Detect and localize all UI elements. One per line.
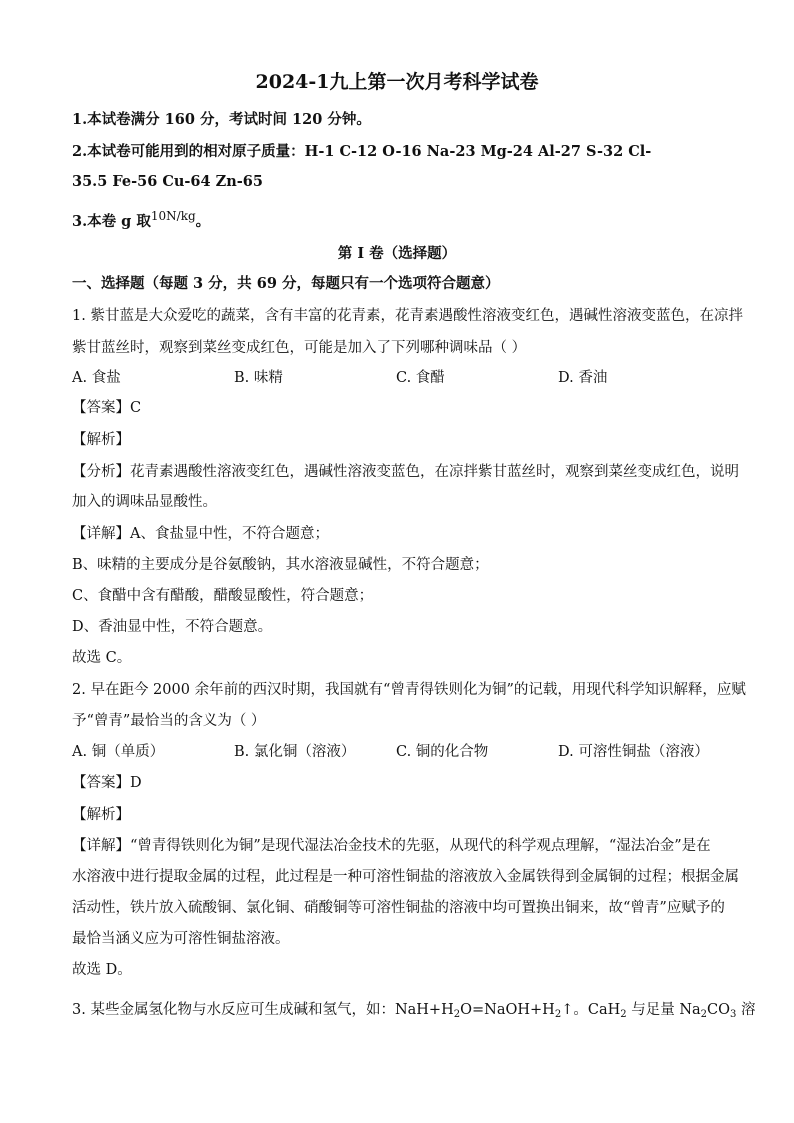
q2-selection: 故选 D。 [72,962,132,978]
q3-stem-line-1 [72,1000,756,1025]
note-2-line-1: 2.本试卷可能用到的相对原子质量：H-1 C-12 O-16 Na-23 Mg-24 Al-27 S-32 Cl- [72,143,652,160]
q1-selection: 故选 C。 [72,650,132,666]
note-3-gravity-value: 10N/kg [150,209,196,223]
q1-detail-a: 【详解】A、食盐显中性，不符合题意； [72,526,329,542]
q1-option-a: A. 食盐 [72,370,121,386]
note-2-line-2: 35.5 Fe-56 Cu-64 Zn-65 [72,173,263,190]
q2-detail-line-3: 活动性，铁片放入硫酸铜、氯化铜、硝酸铜等可溶性铜盐的溶液中均可置换出铜来，故“曾青”应赋予的 [72,900,725,916]
note-3-suffix: 。 [195,213,211,230]
q2-option-d: D. 可溶性铜盐（溶液） [558,744,709,760]
q1-stem-line-2: 紫甘蓝丝时，观察到菜丝变成红色，可能是加入了下列哪种调味品（ ） [72,340,527,356]
note-3 [72,206,210,232]
q1-option-b: B. 味精 [234,370,283,386]
q2-analysis-label: 【解析】 [72,807,130,823]
q2-detail-line-4: 最恰当涵义应为可溶性铜盐溶液。 [72,931,290,947]
q2-option-c: C. 铜的化合物 [396,744,489,760]
q1-detail-d: D、香油显中性，不符合题意。 [72,619,273,635]
q1-answer: 【答案】C [72,400,142,416]
q1-analysis-line-1: 【分析】花青素遇酸性溶液变红色，遇碱性溶液变蓝色，在凉拌紫甘蓝丝时，观察到菜丝变成红色，说明 [72,464,739,480]
q3-stem-tail: 。CaH$_2$ 与足量 $Na_2CO_3$ 溶 [573,1002,756,1020]
q1-detail-b: B、味精的主要成分是谷氨酸钠，其水溶液显碱性，不符合题意； [72,557,489,573]
q2-detail-line-1: 【详解】“曾青得铁则化为铜”是现代湿法冶金技术的先驱，从现代的科学观点理解，“湿法冶金”是在 [72,838,711,854]
note-1: 1.本试卷满分 160 分，考试时间 120 分钟。 [72,111,371,128]
q1-analysis-label: 【解析】 [72,432,130,448]
q2-stem-line-2: 予“曾青”最恰当的含义为（ ） [72,713,266,729]
q1-analysis-line-2: 加入的调味品显酸性。 [72,494,217,510]
q2-answer: 【答案】D [72,775,142,791]
q1-option-d: D. 香油 [558,370,608,386]
q2-detail-line-2: 水溶液中进行提取金属的过程，此过程是一种可溶性铜盐的溶液放入金属铁得到金属铜的过程；根据金属 [72,869,739,885]
volume-heading: 第 I 卷（选择题） [337,245,457,262]
q3-stem-prefix: 3. 某些金属氢化物与水反应可生成碱和氢气，如： [72,1002,395,1018]
exam-title: 2024-1九上第一次月考科学试卷 [255,71,539,93]
q1-stem-line-1: 1. 紫甘蓝是大众爱吃的蔬菜，含有丰富的花青素，花青素遇酸性溶液变红色，遇碱性溶液变蓝色，在凉拌 [72,308,743,324]
q3-equation: $NaH+H_2O=NaOH+H_2↑$ [394,1002,574,1020]
q2-option-b: B. 氯化铜（溶液） [234,744,356,760]
q2-option-a: A. 铜（单质） [72,744,165,760]
note-3-prefix: 3.本卷 g 取 [72,213,151,230]
q1-option-c: C. 食醋 [396,370,445,386]
q1-detail-c: C、食醋中含有醋酸，醋酸显酸性，符合题意； [72,588,374,604]
section-heading: 一、选择题（每题 3 分，共 69 分，每题只有一个选项符合题意） [72,275,500,292]
q2-stem-line-1: 2. 早在距今 2000 余年前的西汉时期，我国就有“曾青得铁则化为铜”的记载，用现代科学知识解释，应赋 [72,682,746,698]
